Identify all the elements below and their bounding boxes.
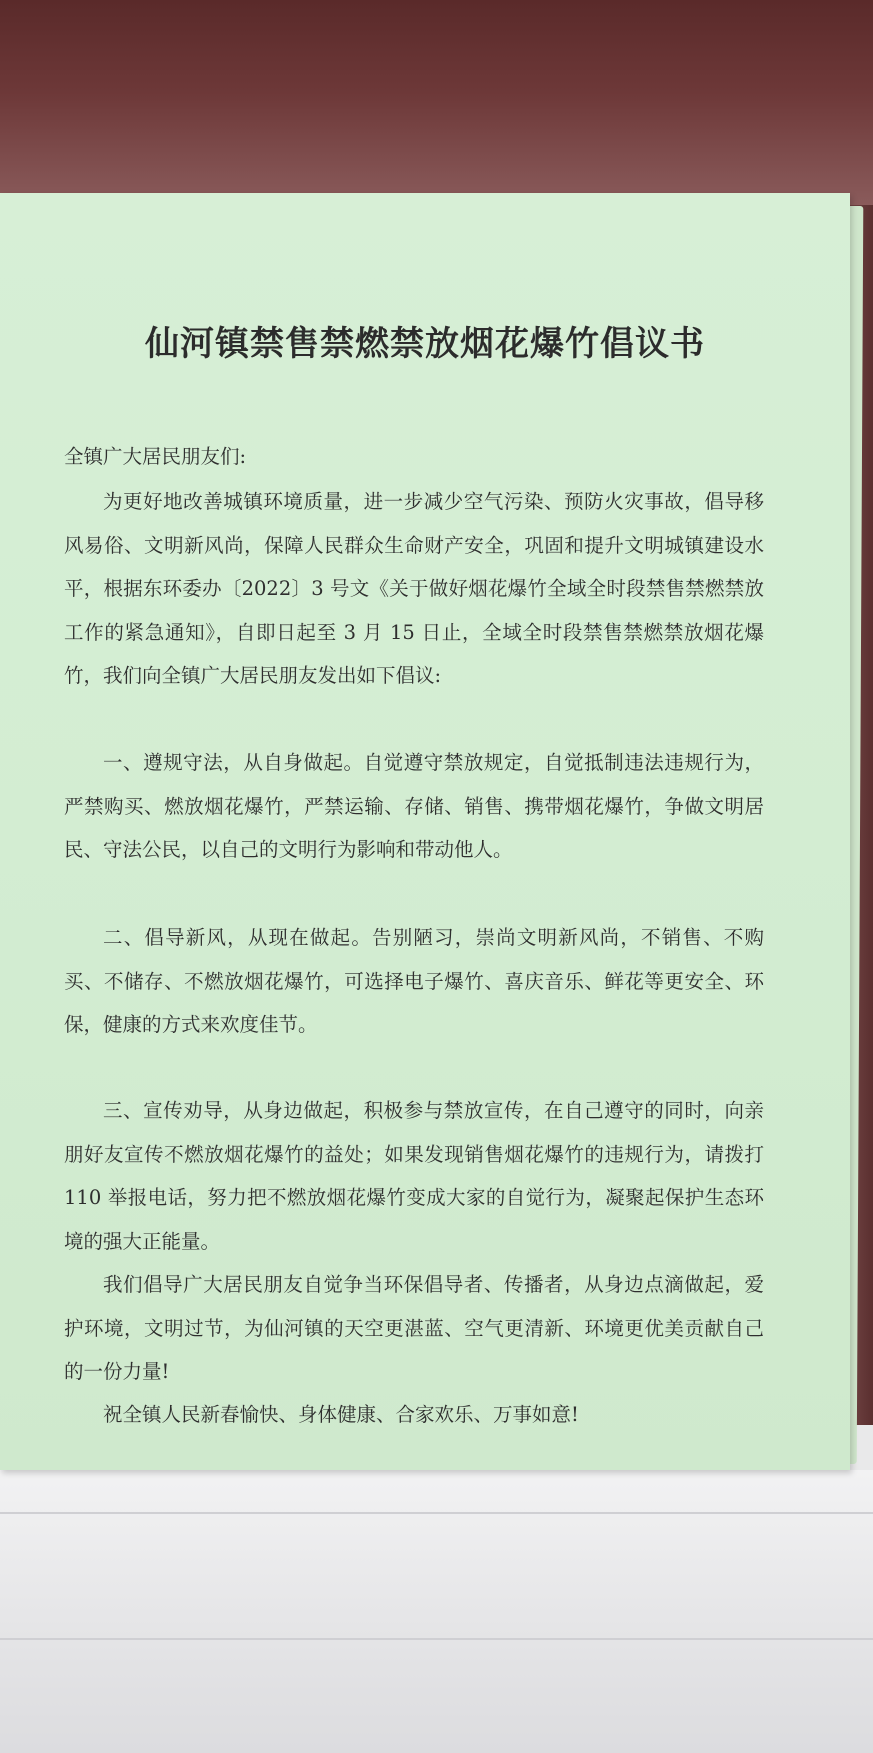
floor-tiles (0, 1470, 873, 1753)
document-page (0, 193, 850, 1470)
paragraph-point-1: 一、遵规守法，从自身做起。自觉遵守禁放规定，自觉抵制违法违规行为，严禁购买、燃放烟花爆竹，严禁运输、存储、销售、携带烟花爆竹，争做文明居民、守法公民，以自己的文明行为影响和带动他人。 (64, 751, 764, 861)
floor-grout-line (0, 1512, 873, 1514)
greeting-line: 全镇广大居民朋友们: (64, 445, 247, 468)
document-title: 仙河镇禁售禁燃禁放烟花爆竹倡议书 (145, 324, 705, 364)
paragraph-blessing: 祝全镇人民新春愉快、身体健康、合家欢乐、万事如意! (103, 1403, 579, 1426)
paragraph-appeal: 我们倡导广大居民朋友自觉争当环保倡导者、传播者，从身边点滴做起，爱护环境，文明过节，为仙河镇的天空更湛蓝、空气更清新、环境更优美贡献自己的一份力量! (64, 1273, 764, 1383)
paragraph-point-2: 二、倡导新风，从现在做起。告别陋习，崇尚文明新风尚，不销售、不购买、不储存、不燃放烟花爆竹，可选择电子爆竹、喜庆音乐、鲜花等更安全、环保，健康的方式来欢度佳节。 (64, 926, 764, 1036)
desk-surface (0, 0, 873, 205)
paragraph-intro: 为更好地改善城镇环境质量，进一步减少空气污染、预防火灾事故，倡导移风易俗、文明新风尚，保障人民群众生命财产安全，巩固和提升文明城镇建设水平，根据东环委办〔2022〕3 号文《关于做好烟花爆竹全域全时段禁售禁燃禁放工作的紧急通知》，自即日起至 3 月 15 日止，全域全时段禁售禁燃禁放烟花爆竹，我们向全镇广大居民朋友发出如下倡议: (64, 490, 764, 687)
floor-grout-line (0, 1638, 873, 1640)
paragraph-point-3: 三、宣传劝导，从身边做起，积极参与禁放宣传，在自己遵守的同时，向亲朋好友宣传不燃放烟花爆竹的益处；如果发现销售烟花爆竹的违规行为，请拨打 110 举报电话，努力把不燃放烟花爆竹变成大家的自觉行为，凝聚起保护生态环境的强大正能量。 (64, 1099, 764, 1253)
